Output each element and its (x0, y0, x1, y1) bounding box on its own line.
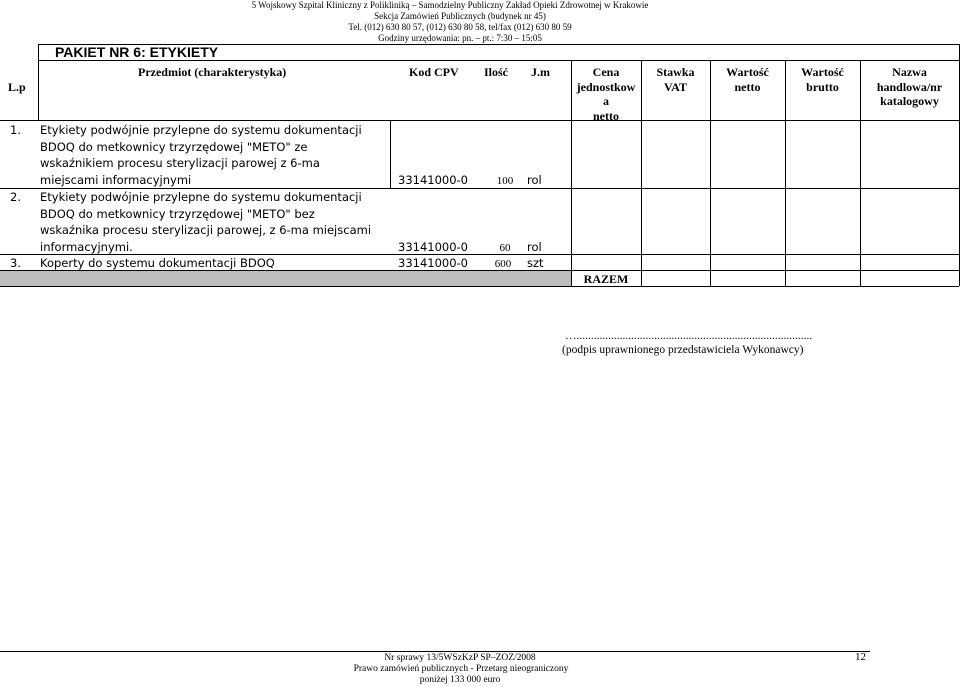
row-3-unit: szt (527, 255, 544, 270)
total-row-shading (0, 271, 571, 286)
description-line: wskaźnika procesu sterylizacji parowej, z 6-ma miejscami (40, 223, 372, 238)
header-unit-price-line: a (603, 94, 609, 108)
header-cpv: Kod CPV (409, 65, 459, 79)
header-unit: J.m (531, 65, 550, 79)
header-unit-price (571, 65, 641, 123)
package-title: PAKIET NR 6: ETYKIETY (55, 44, 219, 60)
row-2-qty: 60 (499, 242, 511, 254)
description-line: wskaźnikiem procesu sterylizacji parowej z 6-ma (40, 156, 320, 171)
footer-rule (0, 651, 870, 652)
hospital-name: 5 Wojskowy Szpital Kliniczny z Polikliniką – Samodzielny Publiczny Zakład Opieki Zdrowotnej w Krakowie (251, 0, 649, 10)
footer-threshold: poniżej 133 000 euro (419, 675, 501, 685)
table-border-item-column (390, 120, 391, 188)
header-trade-name-line: katalogowy (880, 94, 939, 108)
header-trade-name-line: handlowa/nr (876, 79, 943, 94)
row-2-unit: rol (527, 239, 542, 254)
description-line: informacyjnymi. (40, 239, 133, 254)
row-3-description (40, 255, 275, 272)
row-2-cpv: 33141000-0 (398, 239, 468, 254)
header-trade-name-line: Nazwa (892, 65, 927, 79)
row-3-lp: 3. (10, 255, 21, 270)
row-1-description (40, 122, 362, 188)
footer-case-number: Nr sprawy 13/5WSzKzP SP–ZOZ/2008 (384, 653, 536, 663)
row-1-cpv: 33141000-0 (398, 172, 468, 187)
header-unit-price-line: jednostkow (576, 79, 636, 94)
description-line: Koperty do systemu dokumentacji BDOQ (40, 255, 275, 270)
footer-procedure: Prawo zamówień publicznych - Przetarg nieograniczony (353, 664, 569, 674)
row-1-unit: rol (527, 172, 542, 187)
signature-caption: (podpis uprawnionego przedstawiciela Wykonawcy) (562, 344, 804, 356)
header-gross-value-line: Wartość (801, 65, 844, 79)
header-lp: L.p (8, 80, 26, 94)
header-gross-value-line: brutto (806, 79, 839, 94)
description-line: BDOQ do metkownicy trzyrzędowej "METO" ze (40, 139, 308, 154)
row-1-qty: 100 (496, 175, 514, 187)
header-qty: Ilość (484, 65, 508, 79)
signature-line: ….................................................................................. (565, 330, 813, 342)
row-1-lp: 1. (10, 123, 21, 137)
total-label: RAZEM (583, 271, 629, 286)
description-line: Etykiety podwójnie przylepne do systemu dokumentacji (40, 123, 362, 137)
row-2-lp: 2. (10, 190, 21, 204)
header-net-value-line: Wartość (726, 65, 769, 79)
description-line: Etykiety podwójnie przylepne do systemu dokumentacji (40, 190, 362, 204)
header-unit-price-line: Cena (592, 65, 620, 79)
office-hours: Godziny urzędowania: pn. – pt.: 7:30 – 15:05 (378, 33, 542, 43)
header-gross-value (785, 65, 860, 94)
header-item: Przedmiot (charakterystyka) (138, 65, 287, 79)
table-border-lp-column (38, 44, 39, 120)
description-line: BDOQ do metkownicy trzyrzędowej "METO" bez (40, 206, 315, 221)
row-3-cpv: 33141000-0 (398, 255, 468, 270)
header-trade-name (860, 65, 959, 109)
header-net-value-line: netto (734, 79, 761, 94)
description-line: miejscami informacyjnymi (40, 172, 192, 187)
header-vat (641, 65, 710, 94)
contact-phones: Tel. (012) 630 80 57, (012) 630 80 58, tel/fax (012) 630 80 59 (348, 22, 572, 32)
header-vat-line: VAT (664, 79, 687, 94)
procurement-section: Sekcja Zamówień Publicznych (budynek nr 45) (374, 11, 546, 21)
header-unit-price-line: netto (593, 108, 619, 123)
page-number: 12 (855, 651, 866, 663)
header-net-value (710, 65, 785, 94)
header-vat-line: Stawka (656, 65, 695, 79)
row-2-description (40, 189, 371, 255)
row-3-qty: 600 (494, 258, 512, 270)
table-border-header-bottom (0, 120, 959, 121)
table-border-bottom (0, 286, 959, 287)
table-border-package (38, 60, 959, 61)
